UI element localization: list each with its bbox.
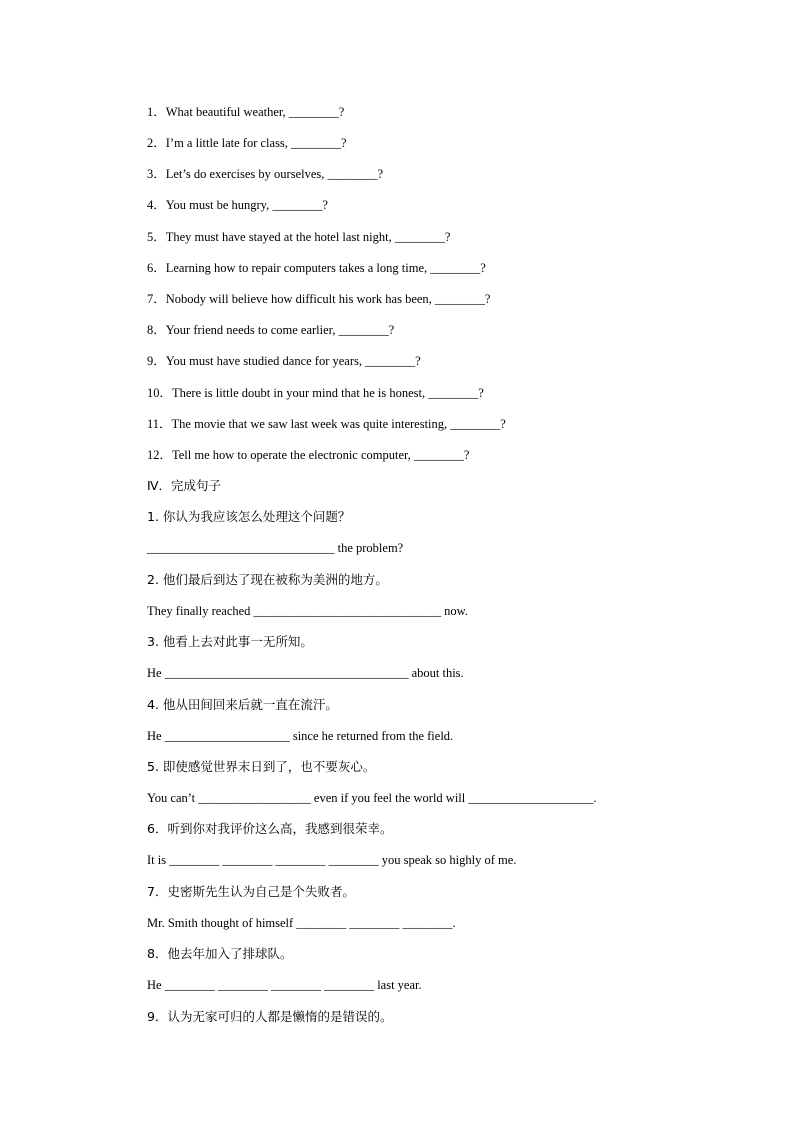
- tag-question-4: 4．You must be hungry, ________?: [147, 198, 328, 212]
- tag-question-7: 7．Nobody will believe how difficult his work has been, ________?: [147, 292, 491, 306]
- section-iv-heading: Ⅳ．完成句子: [147, 478, 222, 493]
- tag-question-10: 10．There is little doubt in your mind that he is honest, ________?: [147, 386, 484, 400]
- translation-prompt-3: 3. 他看上去对此事一无所知。: [147, 634, 313, 649]
- translation-prompt-2: 2. 他们最后到达了现在被称为美洲的地方。: [147, 572, 388, 587]
- tag-question-6: 6．Learning how to repair computers takes a long time, ________?: [147, 261, 486, 275]
- translation-prompt-6: 6．听到你对我评价这么高，我感到很荣幸。: [147, 821, 393, 836]
- translation-prompt-5: 5. 即使感觉世界末日到了，也不要灰心。: [147, 759, 376, 774]
- translation-answer-8: He ________ ________ ________ ________ last year.: [147, 978, 422, 992]
- translation-answer-1: ______________________________ the problem?: [147, 541, 404, 555]
- translation-prompt-4: 4. 他从田间回来后就一直在流汗。: [147, 697, 338, 712]
- tag-question-12: 12．Tell me how to operate the electronic computer, ________?: [147, 448, 470, 462]
- translation-answer-7: Mr. Smith thought of himself ________ ________ ________.: [147, 916, 456, 930]
- tag-question-1: 1．What beautiful weather, ________?: [147, 105, 345, 119]
- translation-prompt-7: 7．史密斯先生认为自己是个失败者。: [147, 884, 355, 899]
- translation-answer-2: They finally reached ______________________________ now.: [147, 604, 469, 618]
- translation-answer-5: You can’t __________________ even if you feel the world will ____________________.: [147, 791, 597, 805]
- translation-answer-4: He ____________________ since he returned from the field.: [147, 729, 454, 743]
- tag-question-8: 8．Your friend needs to come earlier, ________?: [147, 323, 395, 337]
- translation-prompt-1: 1. 你认为我应该怎么处理这个问题？: [147, 509, 351, 524]
- tag-question-11: 11．The movie that we saw last week was quite interesting, ________?: [147, 417, 506, 431]
- translation-answer-6: It is ________ ________ ________ ________ you speak so highly of me.: [147, 853, 517, 867]
- translation-answer-3: He _______________________________________ about this.: [147, 666, 464, 680]
- translation-prompt-8: 8．他去年加入了排球队。: [147, 946, 293, 961]
- tag-question-2: 2．I’m a little late for class, ________?: [147, 136, 347, 150]
- translation-prompt-9: 9．认为无家可归的人都是懒惰的是错误的。: [147, 1009, 393, 1024]
- tag-question-3: 3．Let’s do exercises by ourselves, ________?: [147, 167, 384, 181]
- tag-question-9: 9．You must have studied dance for years, ________?: [147, 354, 421, 368]
- tag-question-5: 5．They must have stayed at the hotel last night, ________?: [147, 230, 451, 244]
